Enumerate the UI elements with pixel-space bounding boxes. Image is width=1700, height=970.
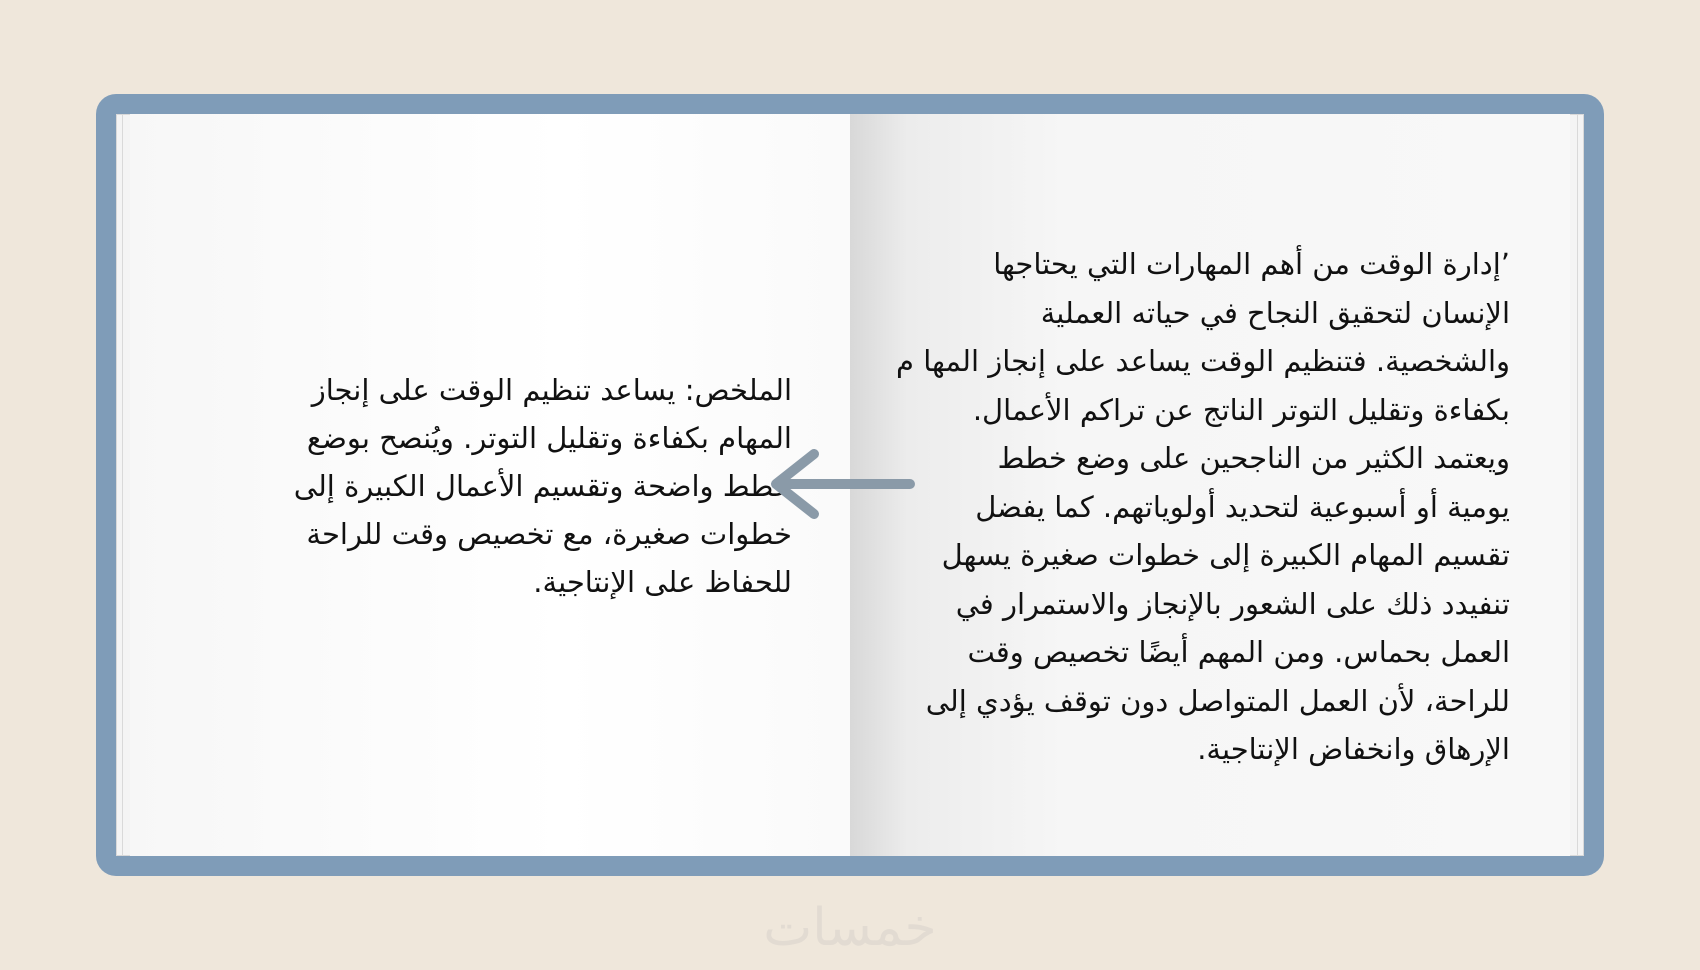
arrow-left-icon <box>766 448 916 520</box>
right-page <box>850 114 1570 856</box>
original-paragraph: ’إدارة الوقت من أهم المهارات التي يحتاجها الإنسان لتحقيق النجاح في حياته العملية والشخصية. فتنظيم الوقت يساعد على إنجاز المها م بكفاءة وتقليل التوتر الناتج عن تراكم الأعمال. ويعتمد الكثير من الناجحين على وضع خطط يومية أو أسبوعية لتحديد أولوياتهم. كما يفضل تقسيم المهام الكبيرة إلى خطوات صغيرة يسهل تنفيدد ذلك على الشعور بالإنجاز والاستمرار في العمل بحماس. ومن المهم أيضًا تخصيص وقت للراحة، لأن العمل المتواصل دون توقف يؤدي إلى الإرهاق وانخفاض الإنتاجية. <box>896 247 1510 766</box>
left-page <box>130 114 850 856</box>
summary-text: الملخص: يساعد تنظيم الوقت على إنجاز المهام بكفاءة وتقليل التوتر. ويُنصح بوضع خطط واضحة وتقسيم الأعمال الكبيرة إلى خطوات صغيرة، مع تخصيص وقت للراحة للحفاظ على الإنتاجية. <box>293 373 792 599</box>
watermark-logo: خمسات <box>763 898 937 958</box>
